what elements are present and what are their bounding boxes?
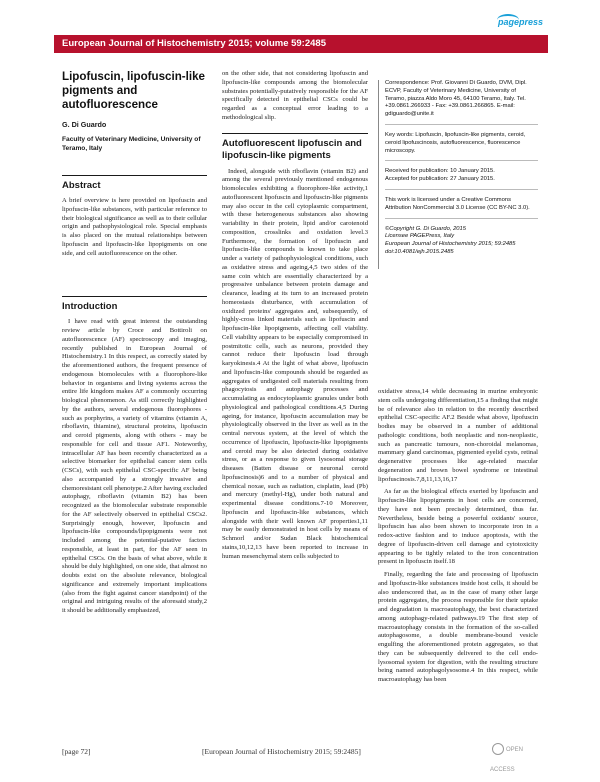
author-name: G. Di Guardo	[62, 120, 107, 129]
fate-processing-paragraph: Finally, regarding the fate and processing of lipofuscin and lipofuscin-like substances inside host cells, it should be also underscored that, as in the case of many other large protein aggregates, the process responsible for their uptake and degradation is macroautophagy, the best characterized among autophagy-related pathways.19 The first step of macroautophagy consists in the formation of the so-called autophagosome, a double membrane-bound vesicle engulfing the aforementioned protein aggregates, so that they can be subsequently delivered to the cell endo-lysosomal system for digestion, with the resulting structure being named autophagolysosome.4 In this respect, while macroautophagy has been	[378, 571, 538, 683]
doi-line[interactable]: doi:10.4081/ejh.2015.2485	[385, 248, 454, 255]
lipofuscin-section-heading: Autofluorescent lipofuscin and lipofuscin-like pigments	[222, 133, 368, 162]
author-affiliation: Faculty of Veterinary Medicine, University of Teramo, Italy	[62, 136, 201, 152]
dates-block	[385, 168, 538, 190]
copyright-block	[385, 226, 538, 262]
middle-column	[222, 70, 368, 565]
publisher-logo: pagepress	[498, 17, 544, 27]
right-continued-paragraph: oxidative stress,14 while decreasing in murine embryonic stem cells undergoing differentiation,15 a finding that might be of relevance also in relation to the recently described epithelial CSC-specific AF.2 Beside what above, lipofuscin bodies may be observed in a number of additional pathologic conditions, both neoplastic and non-neoplastic, such as pancreatic tumours, non-choroidal melanomas, mammary gland carcinomas, pigmented eyelid cysts, retinal degenerative processes like age-related macular degeneration and brown bowel syndrome or intestinal lipofuscinosis.7,8,11,13,16,17	[378, 388, 538, 483]
licensee-line: Licensee PAGEPress, Italy	[385, 233, 455, 240]
introduction-paragraph: I have read with great interest the outstanding review article by Croce and Bottiroli on autofluorescence (AF) spectroscopy and imaging, recently published in European Journal of Histochemistry.1 In this respect, as correctly stated by the aforementioned authors, the frequent presence of endogenous biomolecules with a fluorophore-like behavior in organisms and living systems across the entire life kingdom makes AF a commonly occurring biological phenomenon. As still correctly highlighted by the authors, several endogenous fluorophores - such as porphyrins, a variety of vitamins (vitamin A, riboflavin, thiamine), structural proteins, lipofuscin and ceroid pigments, along with others - may be responsible for cell and tissue AF1. Noteworthy, intracellular AF has been recently characterized as a selective biomarker for epithelial cancer stem cells (CSCs), with such epithelial CSC-specific AF being also accompanied by a strongly invasive and chemoresistant cell phenotype.2 After having excluded autophagy, riboflavin (vitamin B2) has been recognized as the biomolecular substrate responsible for the AF selectively observed in epithelial CSCs2. Surprisingly enough, however, lipofuscin and lipofuscin-like compounds/lipopigments were not included among the potential-putative factors responsible, at least in part, for the AF seen in epithelial CSCs. On the basis of what above, while it should be duly highlighted, on one side, that almost no doubts exist on the absolute relevance, biological significance and extremely important implications (also from the fight against cancer standpoint) of the original and intriguing results of the aforesaid study,2 it should be additionally emphasized,	[62, 318, 208, 614]
accepted-date: Accepted for publication: 27 January 2015.	[385, 176, 495, 183]
journal-header-bar: European Journal of Histochemistry 2015; volume 59:2485	[54, 35, 548, 53]
open-access-label: OPEN ACCESS	[490, 747, 524, 773]
open-access-badge	[490, 740, 546, 773]
right-column	[378, 388, 538, 689]
license-block: This work is licensed under a Creative Commons Attribution NonCommercial 3.0 License (CC BY-NC 3.0).	[385, 197, 538, 219]
introduction-heading: Introduction	[62, 296, 207, 313]
received-date: Received for publication: 10 January 2015.	[385, 168, 495, 175]
open-access-icon	[492, 743, 504, 755]
biological-effects-paragraph: As far as the biological effects exerted by lipofuscin and lipofuscin-like lipopigments in host cells are concerned, they have not been precisely determined, thus far. Nevertheless, beside being a powerful oxidants' source, lipofuscin has also been shown to incorporate iron in a redox-active fashion and to induce apoptosis, with the degree of lipofuscin-driven cell damage and cytotoxicity appearing to be tightly related to the iron concentration present in lipofuscin itself.18	[378, 488, 538, 566]
lipofuscin-paragraph: Indeed, alongside with riboflavin (vitamin B2) and among the several previously mentioned endogenous biomolecules exhibiting a fluorophore-like activity,1 autofluorescent lipofuscin and lipofuscin-like pigments may also occur in the cell cytoplasmic compartment, with these heterogeneous substances also showing variability in their protein, lipid and/or carotenoid composition, crosslinks and oxidation level.3 Furthermore, the formation of lipofuscin and lipofuscin-like compounds is known to take place under a variety of pathophysiological conditions, such as oxidative stress and ageing,4,5 two sides of the same coin which are essentially characterized by a progressive unbalance between protein damage and clearance, leading at its turn to an increased protein homeostasis disturbance, with accumulation of oxidized proteins' aggregates and, subsequently, of highly-cross linked materials such as lipofuscin and lipofuscin-like lipopigments, affecting cell viability. Cell viability appears to be especially compromised in postmitotic cells, such as neurons, provided they cannot reduce their lipofuscin load through karyokinesis.4 At the light of what above, lipofuscin and lipofuscin-like compounds should be regarded as aggregates of undigested cell materials resulting from phagocytosis and autophagy processes and accumulating as endocytoplasmic granules under both physiological and pathological conditions.4,5 During ageing, for instance, lipofuscin accumulation may be physiologically observed in the liver as well as in the central nervous system, at the level of which the occurrence of lipofuscin, lipofuscin-like lipopigments and ceroid may be also detected during oxidative stress, or as a response to given lysosomal storage diseases (Batten disease or neuronal ceroid lipofuscinosis)6 and to a number of physical and chemical noxae, such as radiation, cisplatin, lead (Pb) and mercury (methyl-Hg), under both natural and experimental disease conditions.7-10 Moreover, lipofuscin and lipofuscin-like substances, which alongside with their well known AF properties1,11 may be easily demonstrated in host cells by means of Schmorl and/or Sudan Black histochemical stains,10,12,13 have been reported to increase in human mesenchymal stem cells subjected to	[222, 167, 368, 560]
abstract-heading: Abstract	[62, 175, 207, 192]
left-column	[62, 70, 207, 620]
article-info-box	[378, 80, 538, 269]
page-number: [page 72]	[62, 747, 91, 756]
citation-line: European Journal of Histochemistry 2015; 59:2485	[385, 241, 516, 248]
middle-continued-paragraph: on the other side, that not considering lipofuscin and lipofuscin-like compounds among the biomolecular substrates potentially-putatively responsible for the AF specifically detected in epithelial CSCs could be regarded as a conceptual error leading to a methodological slip.	[222, 70, 368, 121]
correspondence-block: Correspondence: Prof. Giovanni Di Guardo, DVM, Dipl. ECVP, Faculty of Veterinary Medicine, University of Teramo, piazza Aldo Moro 45, 64100 Teramo, Italy. Tel. +39.0861.266933 - Fax: +39.0861.266865. E-mail: gdiguardo@unite.it	[385, 80, 538, 125]
copyright-line: ©Copyright G. Di Guardo, 2015	[385, 225, 466, 232]
article-title: Lipofuscin, lipofuscin-like pigments and autofluorescence	[62, 70, 205, 111]
footer-journal-citation: [European Journal of Histochemistry 2015; 59:2485]	[202, 747, 361, 756]
keywords-block: Key words: Lipofuscin, lipofuscin-like pigments, ceroid, ceroid lipofuscinosis, autofluorescence, fluorescence microscopy.	[385, 132, 538, 161]
abstract-text: A brief overview is here provided on lipofuscin and lipofuscin-like substances, with particular reference to their biological significance as well as to their cellular origin and pathophysiological role. Special emphasis is also placed on the mutual relationships between lipofuscin and lipofuscin-like lipopigments on one side, and cell autofluorescence on the other.	[62, 197, 207, 257]
